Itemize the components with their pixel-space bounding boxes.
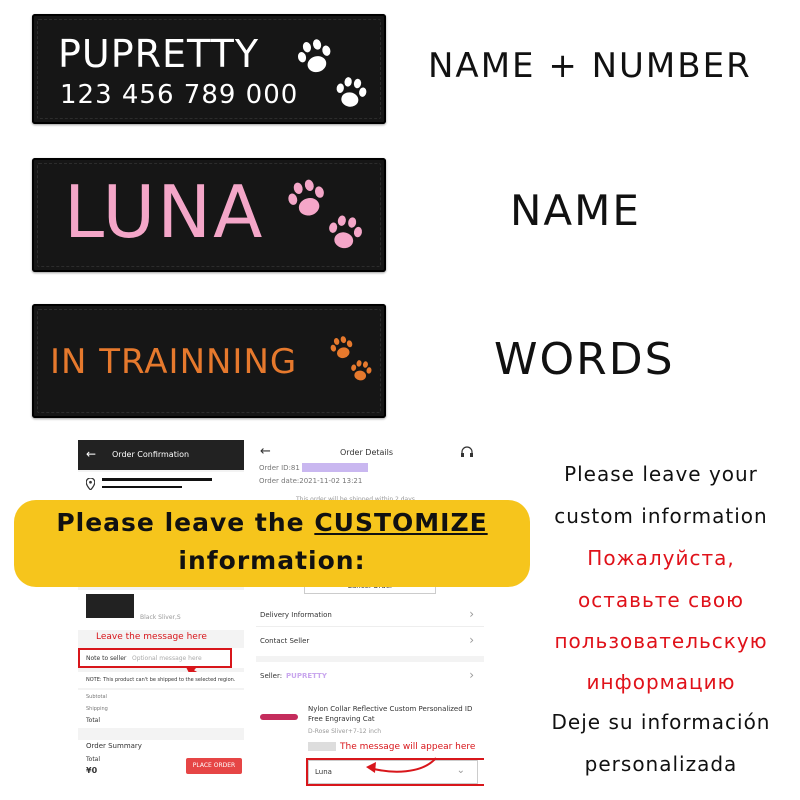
patch-name: [32, 158, 386, 272]
red-arrow-icon: [362, 752, 438, 778]
back-arrow-icon[interactable]: ←: [260, 444, 271, 459]
message-value: Luna: [315, 768, 332, 776]
left-annotation: Leave the message here: [96, 632, 207, 642]
total-label: Total: [86, 717, 101, 724]
chevron-down-icon: ⌄: [456, 765, 465, 776]
shipping-notice: NOTE: This product can't be shipped to the selected region.: [86, 677, 236, 683]
notice-row: [78, 672, 244, 688]
paw-print-icon: [332, 74, 370, 112]
note-label: Note to seller: [86, 655, 127, 662]
label-words: WORDS: [494, 334, 675, 385]
product-thumbnail: [260, 704, 300, 730]
patch-1-line2: 123 456 789 000: [60, 80, 299, 110]
patch-3-line1: IN TRAINNING: [50, 342, 298, 382]
order-details-screen: [256, 440, 484, 790]
bottom-bar: [78, 752, 244, 785]
address-row[interactable]: [78, 472, 244, 500]
instruction-line: custom information: [554, 504, 768, 528]
instruction-line: пользовательскую: [554, 629, 768, 653]
instruction-line: Пожалуйста,: [587, 546, 735, 570]
banner-text-b: CUSTOMIZE: [314, 508, 488, 537]
shipping-label: Shipping: [86, 706, 108, 712]
contact-seller-label: Contact Seller: [260, 637, 310, 645]
place-order-button[interactable]: PLACE ORDER: [186, 758, 242, 774]
customize-banner: [14, 500, 530, 587]
instruction-line: personalizada: [584, 752, 738, 776]
note-input[interactable]: Optional message here: [132, 655, 202, 662]
screen-title: Order Details: [340, 448, 394, 457]
seller-row[interactable]: [256, 666, 484, 686]
location-pin-icon: [86, 478, 95, 490]
patch-name-number: [32, 14, 386, 124]
bottom-total-value: ¥0: [86, 766, 98, 775]
banner-line-1: [14, 508, 530, 537]
instruction-line: оставьте свою: [578, 588, 744, 612]
screen-header: [78, 440, 244, 470]
patch-1-line1: PUPRETTY: [58, 32, 260, 76]
screen-title: Order Confirmation: [112, 450, 190, 459]
order-confirmation-screen: [78, 440, 244, 785]
bottom-total-label: Total: [86, 756, 101, 763]
headset-icon[interactable]: [460, 446, 474, 458]
paw-print-icon: [324, 212, 366, 254]
patch-words: [32, 304, 386, 418]
paw-print-icon: [348, 358, 374, 384]
back-arrow-icon[interactable]: ←: [86, 447, 97, 461]
label-name-number: NAME + NUMBER: [428, 46, 752, 86]
price-breakdown: [78, 690, 244, 728]
order-summary-row: [78, 740, 244, 752]
order-summary: Order Summary: [86, 742, 142, 750]
right-annotation: The message will appear here: [340, 742, 476, 752]
paw-print-icon: [294, 36, 336, 78]
order-date: Order date:2021-11-02 13:21: [259, 477, 363, 485]
delivery-label: Delivery Information: [260, 611, 332, 619]
product-variant: D-Rose Sliver+7-12 inch: [308, 728, 382, 735]
delivery-info-row[interactable]: [256, 604, 484, 627]
patch-2-line1: LUNA: [64, 170, 265, 254]
order-id-redacted: [302, 463, 368, 472]
product-variant: Black Sliver,S: [140, 614, 181, 621]
product-thumbnail: [86, 594, 134, 618]
chevron-right-icon: ›: [469, 607, 474, 621]
subtotal-label: Subtotal: [86, 694, 107, 700]
instruction-line: информацию: [586, 670, 736, 694]
banner-text-a: Please leave the: [56, 508, 315, 537]
product-title: Nylon Collar Reflective Custom Personalized ID Free Engraving Cat: [308, 705, 473, 723]
chevron-right-icon: ›: [469, 633, 474, 647]
seller-label: Seller:: [260, 672, 283, 680]
contact-seller-row[interactable]: [256, 630, 484, 654]
instruction-line: Please leave your: [564, 462, 758, 486]
label-name: NAME: [510, 186, 641, 235]
banner-line-2: information:: [178, 546, 366, 575]
price-redacted: [308, 742, 336, 751]
order-id: Order ID:81: [259, 464, 300, 472]
seller-name: PUPRETTY: [286, 672, 327, 680]
chevron-right-icon: ›: [469, 668, 474, 682]
product-row: [78, 590, 244, 630]
instruction-line: Deje su información: [551, 710, 771, 734]
